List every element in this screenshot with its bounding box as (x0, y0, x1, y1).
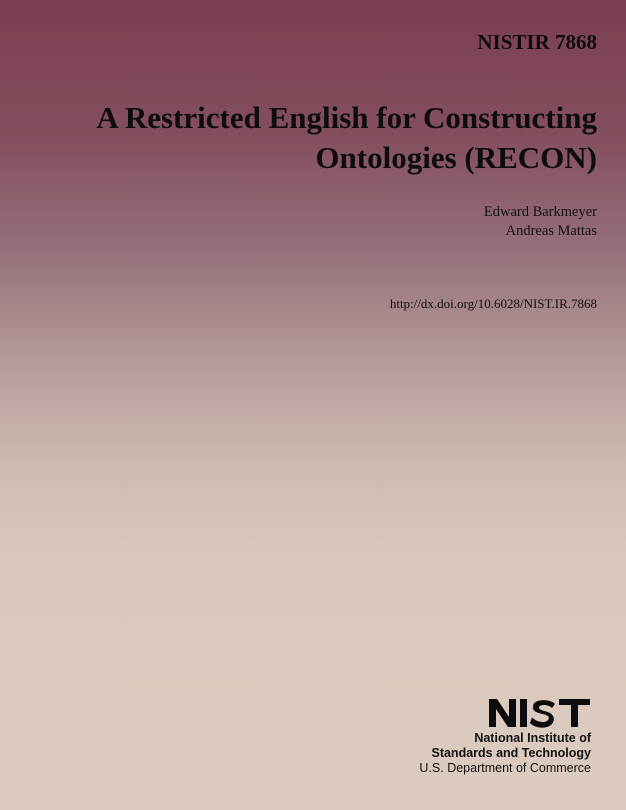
report-number: NISTIR 7868 (477, 30, 597, 54)
doi-link[interactable]: http://dx.doi.org/10.6028/NIST.IR.7868 (389, 296, 597, 311)
author-list (484, 203, 597, 241)
org-name-line-2: Standards and Technology (431, 746, 591, 760)
nist-logo-block (391, 697, 591, 776)
org-department: U.S. Department of Commerce (419, 761, 591, 775)
author-1: Edward Barkmeyer (483, 204, 597, 220)
nist-logo (487, 697, 591, 729)
document-title (37, 98, 597, 178)
title-line-1: A Restricted English for Constructing (96, 100, 597, 135)
author-2: Andreas Mattas (505, 223, 597, 239)
org-name-line-1: National Institute of (474, 731, 591, 745)
title-line-2: Ontologies (RECON) (315, 140, 597, 175)
